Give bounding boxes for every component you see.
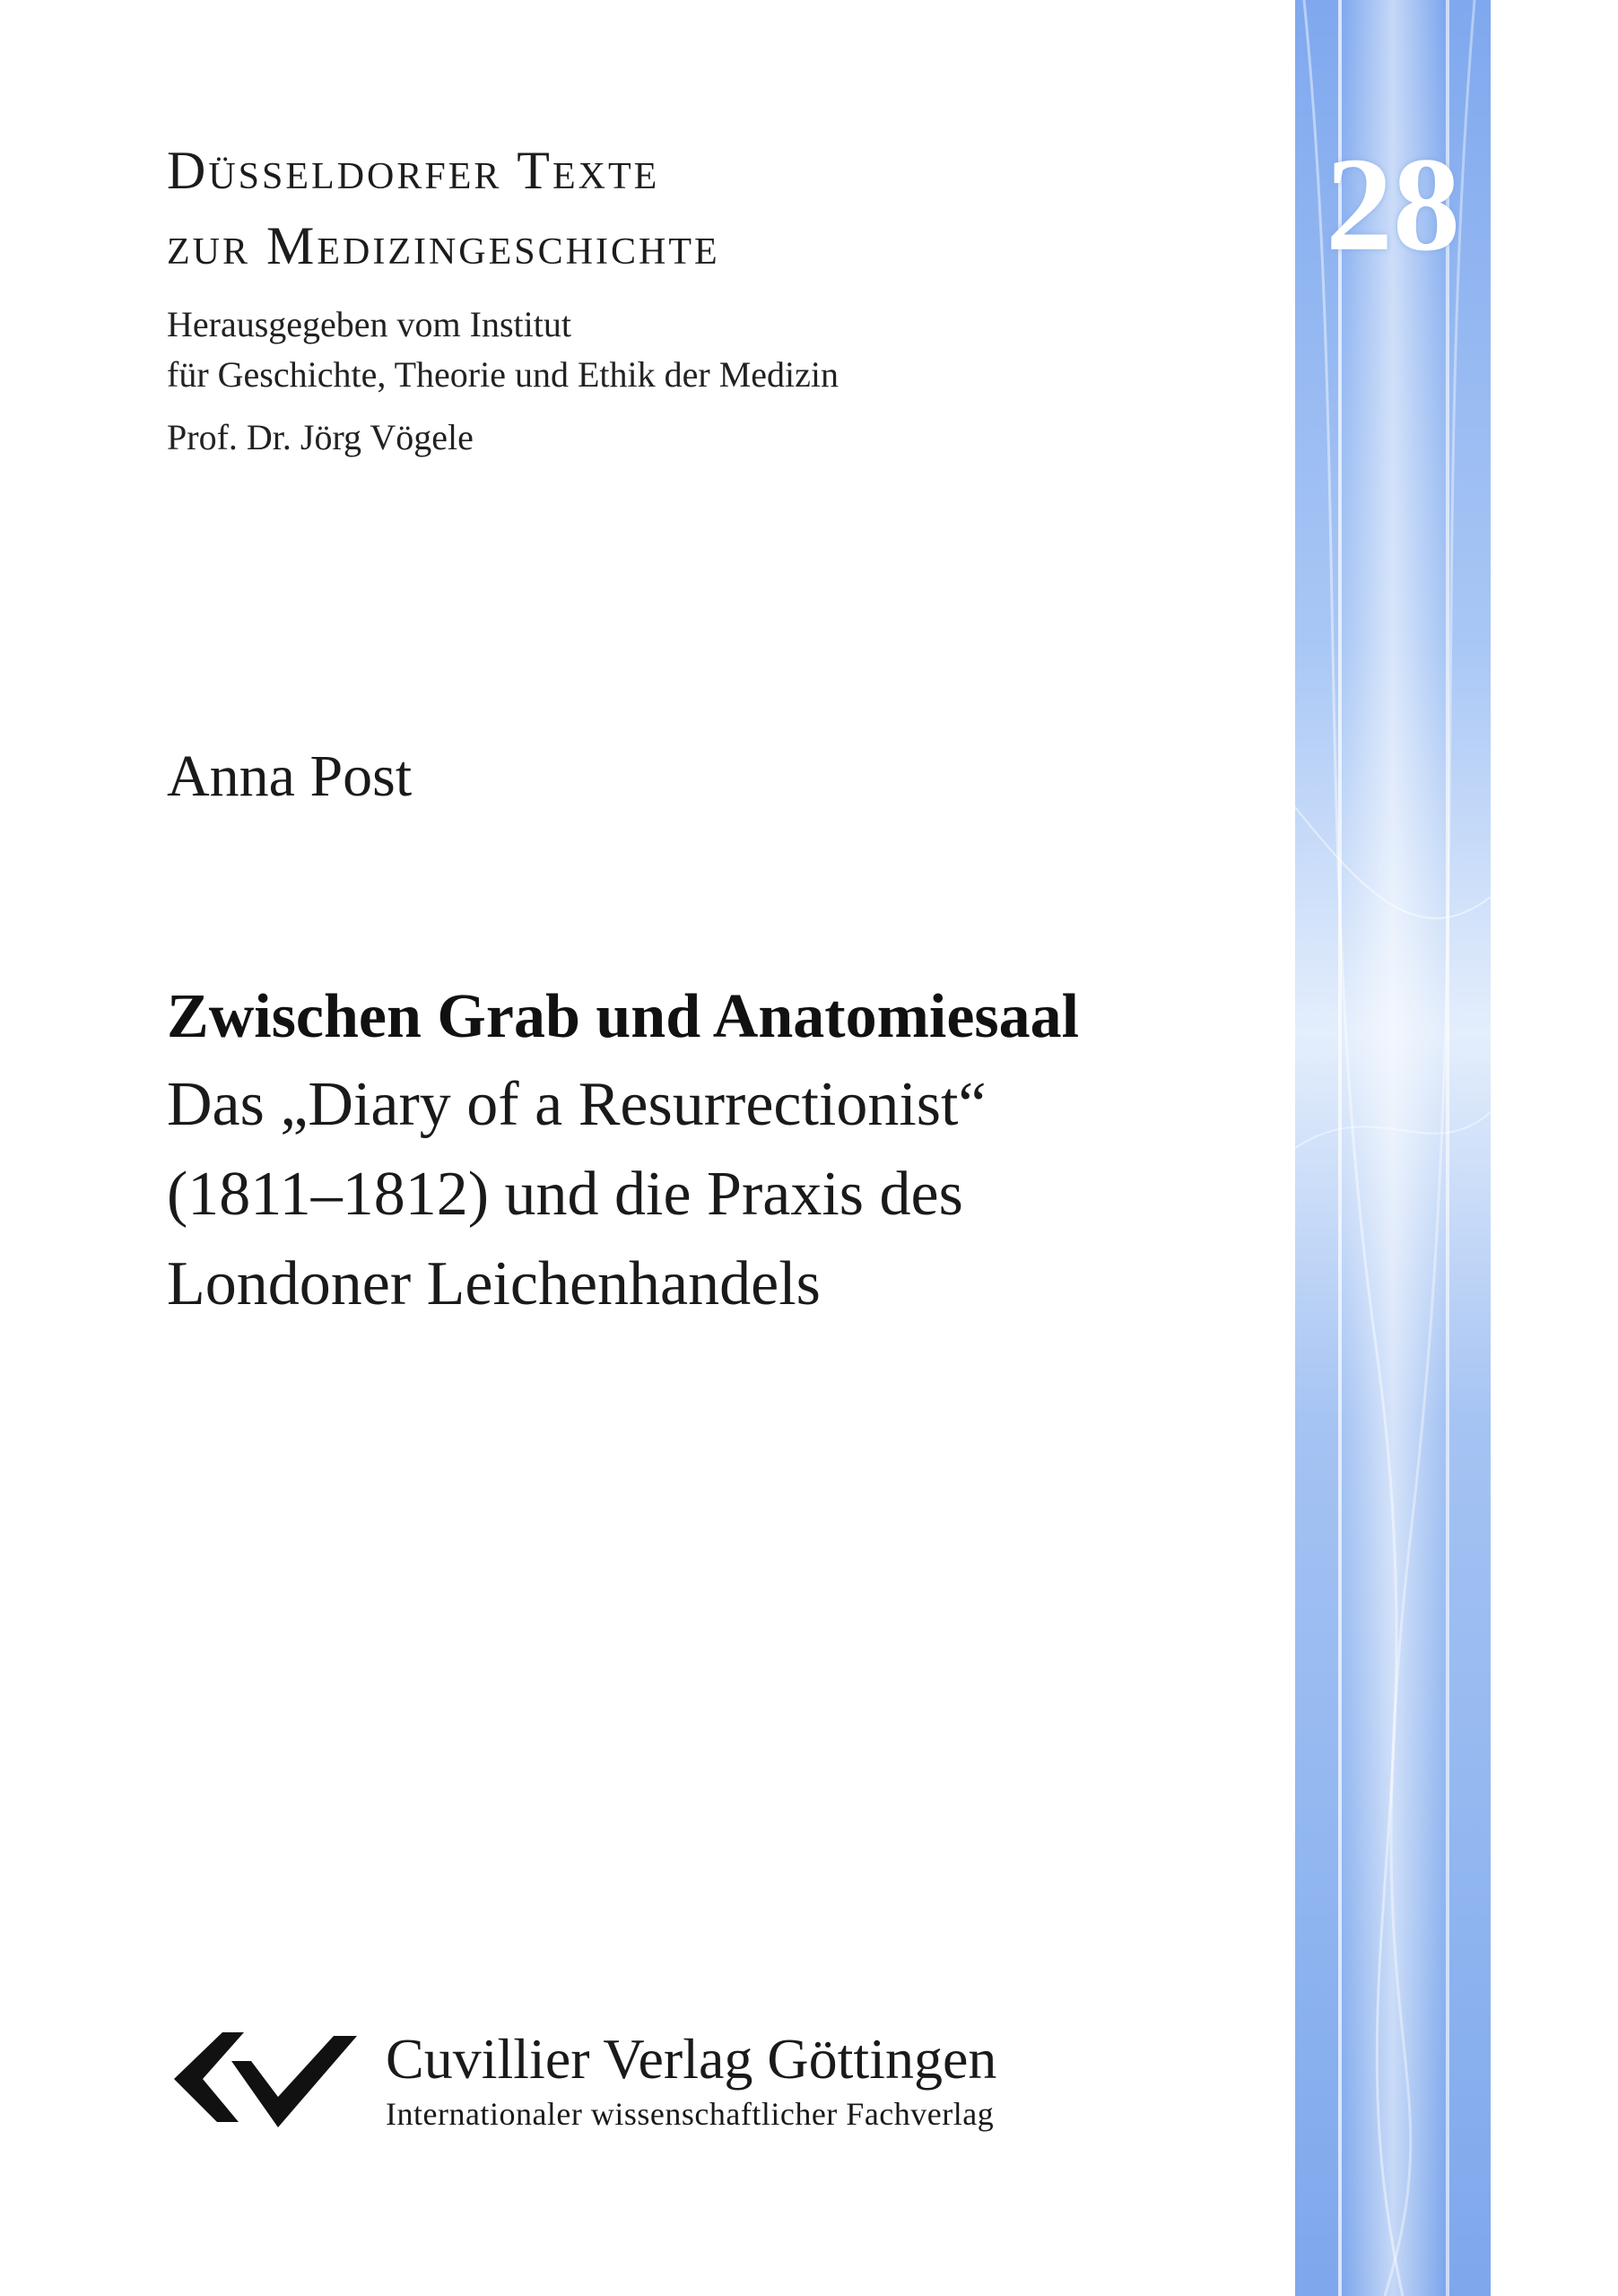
publisher-tagline: Internationaler wissenschaftlicher Fachverlag [386, 2096, 995, 2132]
book-title: Zwischen Grab und Anatomiesaal [167, 982, 1080, 1051]
editor-line-1: Herausgegeben vom Institut [167, 304, 571, 344]
spine-stripe [1295, 0, 1491, 2296]
series-title-line-1: Düsseldorfer Texte [167, 141, 660, 200]
subtitle-line-3: Londoner Leichenhandels [167, 1249, 821, 1318]
series-title-line-2: zur Medizingeschichte [167, 216, 720, 275]
cuvillier-logo-icon [167, 2029, 359, 2136]
volume-number: 28 [1326, 130, 1460, 279]
publisher-block [167, 2025, 1064, 2151]
publisher-name: Cuvillier Verlag Göttingen [386, 2027, 997, 2091]
author-name: Anna Post [167, 744, 413, 809]
series-header [167, 133, 839, 463]
subtitle-line-2: (1811–1812) und die Praxis des [167, 1160, 963, 1229]
subtitle-line-1: Das „Diary of a Resurrectionist“ [167, 1070, 987, 1139]
editor-line-2: für Geschichte, Theorie und Ethik der Medizin [167, 354, 839, 395]
editor-line-3: Prof. Dr. Jörg Vögele [167, 417, 474, 457]
title-block [167, 974, 1079, 1329]
